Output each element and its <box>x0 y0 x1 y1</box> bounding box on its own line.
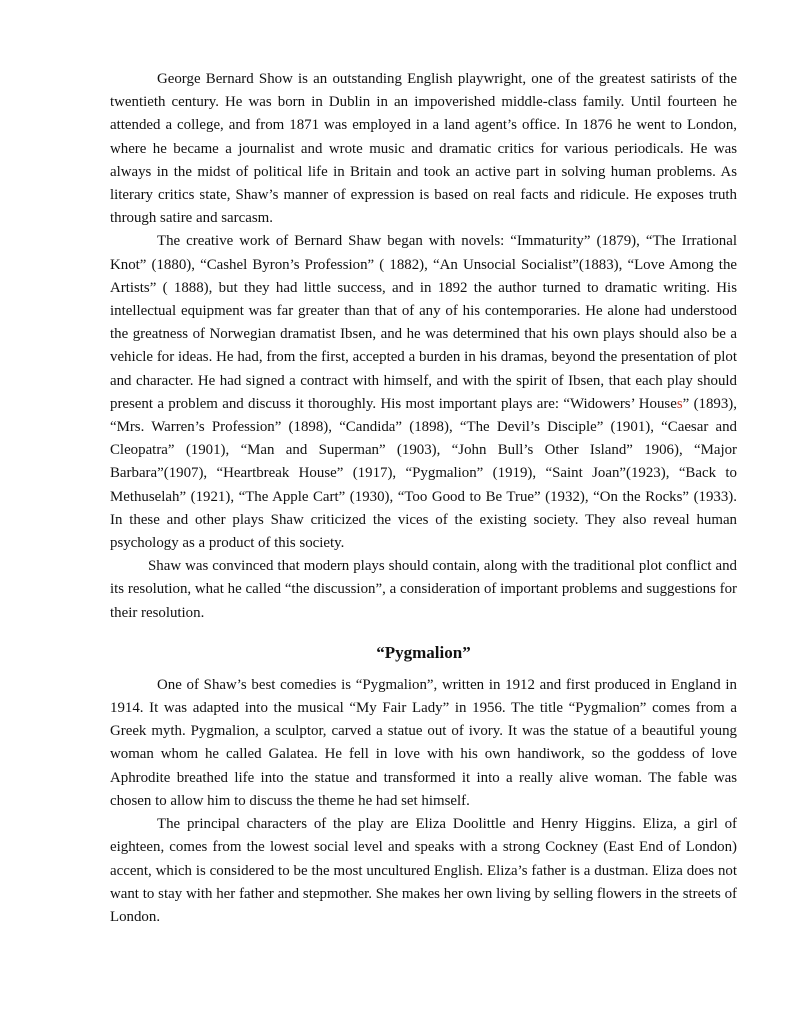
section-heading: “Pygmalion” <box>376 642 471 662</box>
paragraph-discussion: Shaw was convinced that modern plays should contain, along with the traditional plot conflict and its resolution, what he called “the discussion”, a consideration of important problems and suggestions for their resolution. <box>110 558 737 621</box>
paragraph-pygmalion-comedy: One of Shaw’s best comedies is “Pygmalion”, written in 1912 and first produced in England in 1914. It was adapted into the musical “My Fair Lady” in 1956. The title “Pygmalion” comes from a Greek myth. Pygmalion, a sculptor, carved a statue out of ivory. It was the statue of a beautiful young woman whom he called Galatea. He fell in love with his own handiwork, so the goddess of love Aphrodite breathed life into the statue and transformed it into a really alive woman. The fable was chosen to allow him to discuss the theme he had set himself. <box>110 676 737 809</box>
paragraph-principal-characters: The principal characters of the play are Eliza Doolittle and Henry Higgins. Eliza, a girl of eighteen, comes from the lowest social level and speaks with a strong Cockney (East End of London) accent, which is considered to be the most uncultured English. Eliza’s father is a dustman. Eliza does not want to stay with her father and stepmother. She makes her own living by selling flowers in the streets of London. <box>110 816 737 925</box>
paragraph-creative-work <box>110 230 737 555</box>
paragraph-creative-work-after: ” (1893), “Mrs. Warren’s Profession” (1898), “Candida” (1898), “The Devil’s Disciple” (1901), “Caesar and Cleopatra” (1901), “Man and Superman” (1903), “John Bull’s Other Island” 1906), “Major Barbara”(1907), “Heartbreak House” (1917), “Pygmalion” (1919), “Saint Joan”(1923), “Back to Methuselah” (1921), “The Apple Cart” (1930), “Too Good to Be True” (1932), “On the Rocks” (1933). In these and other plays Shaw criticized the vices of the existing society. They also reveal human psychology as a product of this society. <box>110 395 737 552</box>
body-text <box>110 68 737 929</box>
paragraph-intro: George Bernard Show is an outstanding English playwright, one of the greatest satirists of the twentieth century. He was born in Dublin in an impoverished middle-class family. Until fourteen he attended a college, and from 1871 was employed in a land agent’s office. In 1876 he went to London, where he became a journalist and wrote music and dramatic critics for various periodicals. He was always in the midst of political life in Britain and took an active part in solving human problems. As literary critics state, Shaw’s manner of expression is based on real facts and ridicule. He exposes truth through satire and sarcasm. <box>110 71 737 227</box>
paragraph-creative-work-before: The creative work of Bernard Shaw began with novels: “Immaturity” (1879), “The Irrational Knot” (1880), “Cashel Byron’s Profession” ( 1882), “An Unsocial Socialist”(1883), “Love Among the Artists” ( 1888), but they had little success, and in 1892 the author turned to dramatic writing. His intellectual equipment was far greater than that of any of his contemporaries. He alone had understood the greatness of Norwegian dramatist Ibsen, and he was determined that his own plays should also be a vehicle for ideas. He had, from the first, accepted a burden in his dramas, beyond the presentation of plot and character. He had signed a contract with himself, and with the spirit of Ibsen, that each play should present a problem and discuss it thoroughly. His most important plays are: “Widowers’ House <box>110 233 737 412</box>
red-highlight-letter: s <box>676 395 683 412</box>
